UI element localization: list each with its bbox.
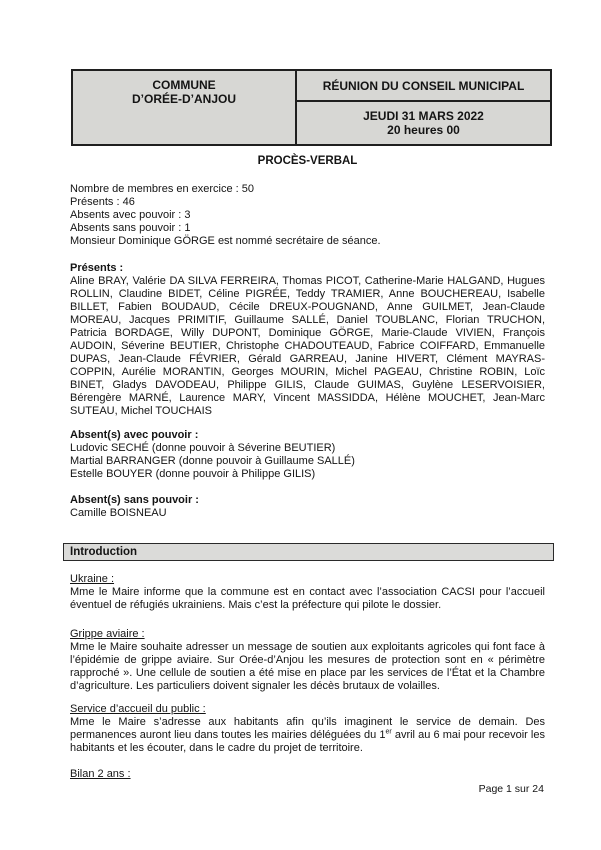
presents-block [70,262,545,418]
introduction-banner-label: Introduction [70,546,138,558]
ordinal-superscript: er [385,728,392,736]
meeting-time: 20 heures 00 [387,123,460,137]
section-heading-ukraine: Ukraine : [70,573,115,585]
absent-line: Ludovic SECHÉ (donne pouvoir à Séverine BEUTIER) [70,442,336,454]
section-body-service-accueil [70,716,545,755]
commune-cell [73,71,297,144]
attendance-stats [70,183,545,248]
secretaire-de-seance: Monsieur Dominique GÖRGE est nommé secrétaire de séance. [70,235,381,247]
section-bilan-2-ans [70,768,545,781]
stat-membres: Nombre de membres en exercice : 50 [70,183,255,195]
introduction-banner [63,543,554,561]
service-body-text: avril au 6 mai pour recevoir les habitants et les écouter, dans le cadre du projet de territoire. [70,729,545,754]
absent-line: Martial BARRANGER (donne pouvoir à Guillaume SALLÉ) [70,455,355,467]
meeting-title: RÉUNION DU CONSEIL MUNICIPAL [322,78,525,93]
meeting-cell [297,71,550,144]
stat-presents: Présents : 46 [70,196,135,208]
presents-heading: Présents : [70,262,124,274]
absents-avec-pouvoir-heading: Absent(s) avec pouvoir : [70,429,199,441]
meeting-datetime-cell [297,102,550,144]
section-heading-grippe-aviaire: Grippe aviaire : [70,628,145,640]
absents-sans-pouvoir-block [70,494,545,520]
section-body-ukraine: Mme le Maire informe que la commune est en contact avec l’association CACSI pour l’accueil éventuel de réfugiés ukrainiens. Mais c’est la préfecture qui pilote le dossier. [70,586,545,611]
header-table [71,69,552,146]
document-title: PROCÈS-VERBAL [257,155,358,167]
meeting-date: JEUDI 31 MARS 2022 [363,109,484,123]
section-heading-service-accueil: Service d’accueil du public : [70,703,206,715]
absent-sans-pouvoir-name: Camille BOISNEAU [70,507,167,519]
absents-sans-pouvoir-heading: Absent(s) sans pouvoir : [70,494,199,506]
commune-name-line1: COMMUNE [152,78,216,92]
section-ukraine [70,573,545,612]
commune-name-line2: D’ORÉE-D’ANJOU [131,92,236,106]
presents-names: Aline BRAY, Valérie DA SILVA FERREIRA, Thomas PICOT, Catherine-Marie HALGAND, Hugues ROLLIN, Claudine BIDET, Céline PIGRÉE, Teddy TRAMIER, Anne BOUCHEREAU, Isabelle BILLET, Fabien BOUDAUD, Cécile DREUX-POUGNAND, Anne GUILMET, Jean-Claude MOREAU, Jacques PRIMITIF, Guillaume SALLÉ, Daniel TOUBLANC, Florian TRUCHON, Patricia BORDAGE, Willy DUPONT, Dominique GÖRGE, Marie-Claude VIVIEN, François AUDOIN, Séverine BEUTIER, Christophe CHADOUTEAUD, Fabrice COIFFARD, Emmanuelle DUPAS, Jean-Claude FÉVRIER, Gérald GARREAU, Janine HIVERT, Clément MAYRAS-COPPIN, Aurélie MORANTIN, Georges MOURIN, Michel PAGEAU, Christine ROBIN, Loïc BINET, Gladys DAVODEAU, Philippe GILIS, Claude GUIMAS, Guylène LESERVOISIER, Bérengère MARNÉ, Laurence MARY, Vincent MASSIDDA, Hélène MOUCHET, Jean-Marc SUTEAU, Michel TOUCHAIS [70,275,545,417]
section-service-accueil [70,703,545,755]
meeting-title-cell [297,71,550,102]
service-body-text: Mme le Maire s’adresse aux habitants afin qu’ils imaginent le service de demain. Des permanences auront lieu dans toutes les mairies déléguées du 1 [70,716,545,741]
section-heading-bilan-2-ans: Bilan 2 ans : [70,768,131,780]
stat-absents-avec-pouvoir: Absents avec pouvoir : 3 [70,209,191,221]
stat-absents-sans-pouvoir: Absents sans pouvoir : 1 [70,222,191,234]
absents-avec-pouvoir-block [70,429,545,481]
document-body [70,155,545,781]
section-body-grippe-aviaire: Mme le Maire souhaite adresser un message de soutien aux exploitants agricoles qui font face à l’épidémie de grippe aviaire. Sur Orée-d’Anjou les mesures de protection sont en « périmètre rapproché ». Une cellule de soutien a été mise en place par les services de l’État et la Chambre d’agriculture. Les particuliers doivent signaler les décès brutaux de volailles. [70,641,545,692]
section-grippe-aviaire [70,628,545,693]
page-number: Page 1 sur 24 [478,783,544,795]
absent-line: Estelle BOUYER (donne pouvoir à Philippe GILIS) [70,468,316,480]
